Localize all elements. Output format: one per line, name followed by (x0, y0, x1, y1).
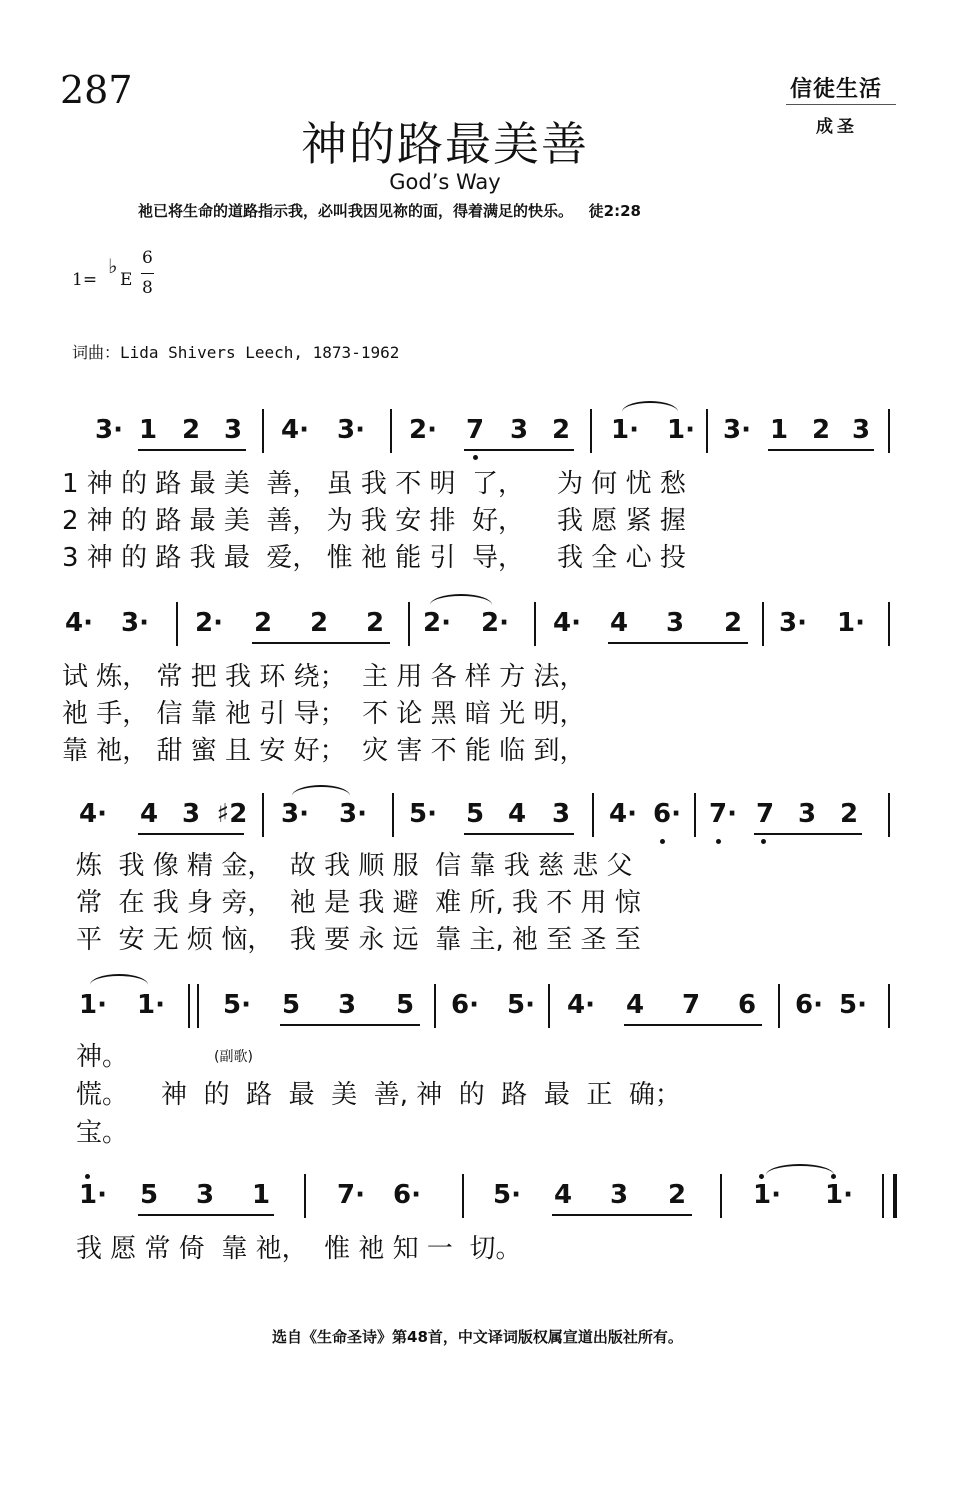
note: 1· (825, 1180, 853, 1210)
note: 2 (811, 415, 831, 445)
note: 3· (779, 608, 807, 638)
key-prefix: 1= (72, 270, 98, 290)
note: 2 (309, 608, 329, 638)
beam (280, 1024, 420, 1026)
note: 2 (253, 608, 273, 638)
note: 3 (223, 415, 243, 445)
barline (390, 409, 392, 453)
note: 7 (755, 799, 775, 829)
final-barline (882, 1174, 897, 1218)
note: 1· (79, 990, 107, 1020)
barline (534, 602, 536, 646)
note: 3· (121, 608, 149, 638)
note: 2 (667, 1180, 687, 1210)
note: 2· (423, 608, 451, 638)
note: 1· (611, 415, 639, 445)
note: 5· (507, 990, 535, 1020)
barline (304, 1174, 306, 1218)
note: 7· (337, 1180, 365, 1210)
copyright-footer: 选自《生命圣诗》第48首，中文译词版权属宣道出版社所有。 (272, 1328, 683, 1346)
note: 1· (137, 990, 165, 1020)
note: 3· (337, 415, 365, 445)
note: 3 (195, 1180, 215, 1210)
note: 4 (625, 990, 645, 1020)
category-divider (786, 104, 896, 105)
note: 1· (837, 608, 865, 638)
beam (768, 449, 874, 451)
note: 1· (667, 415, 695, 445)
double-barline (188, 984, 199, 1028)
barline (592, 793, 594, 837)
note: 3 (665, 608, 685, 638)
lyric-verse-2: 祂 手， 信 靠 祂 引 导； 不 论 黑 暗 光 明， (62, 699, 586, 729)
note: 2· (481, 608, 509, 638)
note-sharp: ♯2 (216, 799, 248, 829)
note: 1· (753, 1180, 781, 1210)
lyric-verse-2: 2 神 的 路 最 美 善， 为 我 安 排 好， 我 愿 紧 握 (62, 506, 686, 536)
note: 4· (65, 608, 93, 638)
note: 5· (409, 799, 437, 829)
note: 4 (507, 799, 527, 829)
note: 4· (553, 608, 581, 638)
note: 3 (609, 1180, 629, 1210)
note: 2· (195, 608, 223, 638)
scripture-epigraph: 祂已将生命的道路指示我，必叫我因见祢的面，得着满足的快乐。 徒2:28 (138, 202, 641, 220)
note: 3· (95, 415, 123, 445)
note: 3· (281, 799, 309, 829)
note: 4· (609, 799, 637, 829)
note: 6· (451, 990, 479, 1020)
note: 4 (139, 799, 159, 829)
barline (590, 409, 592, 453)
lyric-verse-2: 慌。 神 的 路 最 美 善, 神 的 路 最 正 确； (76, 1080, 681, 1110)
lyric-verse-2: 常 在 我 身 旁， 祂 是 我 避 难 所, 我 不 用 惊 (76, 888, 641, 918)
barline (462, 1174, 464, 1218)
note: 4· (567, 990, 595, 1020)
time-signature-bottom: 8 (142, 278, 153, 298)
note: 1 (138, 415, 158, 445)
barline (694, 793, 696, 837)
time-signature-line (141, 273, 154, 274)
note: 5· (223, 990, 251, 1020)
note: 6· (795, 990, 823, 1020)
note: 5· (839, 990, 867, 1020)
barline (720, 1174, 722, 1218)
barline (888, 984, 890, 1028)
note: 7 (681, 990, 701, 1020)
note: 1 (769, 415, 789, 445)
low-octave-dot (473, 455, 478, 460)
barline (706, 409, 708, 453)
note: 2 (365, 608, 385, 638)
note: 2· (409, 415, 437, 445)
note: 5 (139, 1180, 159, 1210)
beam (252, 642, 390, 644)
lyric-verse-3: 3 神 的 路 我 最 爱， 惟 祂 能 引 导， 我 全 心 投 (62, 543, 686, 573)
lyric-verse-1: 试 炼， 常 把 我 环 绕； 主 用 各 样 方 法， (62, 662, 586, 692)
hymn-title-chinese: 神的路最美善 (301, 117, 589, 171)
note: 3 (851, 415, 871, 445)
high-octave-dot (759, 1174, 764, 1179)
note: 2 (181, 415, 201, 445)
barline (888, 602, 890, 646)
beam (552, 1214, 692, 1216)
composer-credit: 词曲：Lida Shivers Leech, 1873-1962 (72, 343, 400, 362)
category-label: 信徒生活 (790, 77, 883, 102)
note: 5 (281, 990, 301, 1020)
note: 3 (509, 415, 529, 445)
beam (608, 642, 748, 644)
lyric-verse-1: 炼 我 像 精 金， 故 我 顺 服 信 靠 我 慈 悲 父 (76, 851, 633, 881)
note: 6 (737, 990, 757, 1020)
note: 6· (393, 1180, 421, 1210)
lyric-verse-1: 1 神 的 路 最 美 善， 虽 我 不 明 了， 为 何 忧 愁 (62, 469, 686, 499)
beam (624, 1024, 762, 1026)
barline (888, 409, 890, 453)
note: 7· (709, 799, 737, 829)
barline (434, 984, 436, 1028)
lyric-refrain: 我 愿 常 倚 靠 祂， 惟 祂 知 一 切。 (76, 1234, 522, 1264)
flat-sign: ♭ (108, 254, 118, 278)
note: 3· (339, 799, 367, 829)
note: 1 (251, 1180, 271, 1210)
key-note: E (120, 270, 133, 290)
beam (464, 449, 574, 451)
lyric-verse-3: 平 安 无 烦 恼， 我 要 永 远 靠 主, 祂 至 圣 至 (76, 925, 641, 955)
time-signature-top: 6 (142, 248, 153, 268)
low-octave-dot (761, 839, 766, 844)
lyric-verse-1: 神。 (76, 1042, 129, 1072)
barline (548, 984, 550, 1028)
note: 1· (79, 1180, 107, 1210)
barline (888, 793, 890, 837)
note: 5 (395, 990, 415, 1020)
note: 3 (181, 799, 201, 829)
note: 4· (79, 799, 107, 829)
note: 5· (493, 1180, 521, 1210)
high-octave-dot (85, 1174, 90, 1179)
beam (754, 833, 862, 835)
note: 4· (281, 415, 309, 445)
barline (408, 602, 410, 646)
note: 4 (553, 1180, 573, 1210)
barline (262, 793, 264, 837)
lyric-verse-3: 靠 祂， 甜 蜜 且 安 好； 灾 害 不 能 临 到， (62, 736, 586, 766)
beam (138, 449, 246, 451)
hymn-title-english: God’s Way (389, 170, 501, 194)
note: 5 (465, 799, 485, 829)
beam (138, 1214, 274, 1216)
barline (262, 409, 264, 453)
subcategory-label: 成圣 (816, 117, 858, 137)
barline (392, 793, 394, 837)
barline (176, 602, 178, 646)
note: 3 (551, 799, 571, 829)
note: 6· (653, 799, 681, 829)
beam (138, 833, 244, 835)
barline (778, 984, 780, 1028)
high-octave-dot (831, 1174, 836, 1179)
note: 3 (797, 799, 817, 829)
note: 2 (839, 799, 859, 829)
note: 3 (337, 990, 357, 1020)
note: 7 (465, 415, 485, 445)
low-octave-dot (660, 839, 665, 844)
note: 2 (551, 415, 571, 445)
barline (762, 602, 764, 646)
chorus-label: (副歌) (214, 1049, 253, 1065)
note: 4 (609, 608, 629, 638)
low-octave-dot (716, 839, 721, 844)
beam (464, 833, 574, 835)
note: 3· (723, 415, 751, 445)
hymn-number: 287 (60, 68, 133, 112)
note: 2 (723, 608, 743, 638)
lyric-verse-3: 宝。 (76, 1118, 129, 1148)
